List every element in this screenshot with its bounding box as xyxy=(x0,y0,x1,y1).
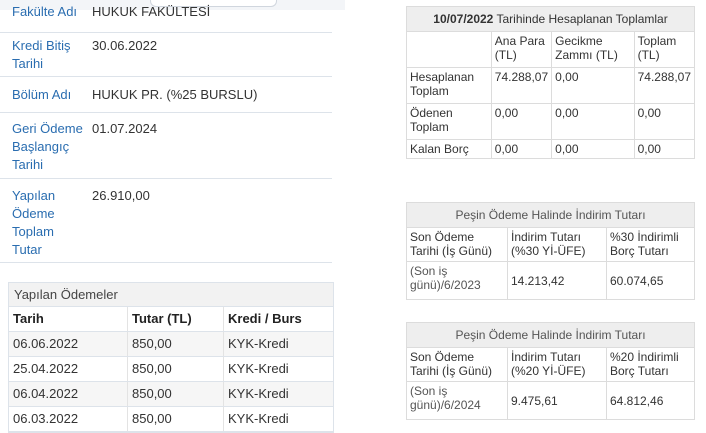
cell-total: 74.288,07 xyxy=(634,68,694,104)
payments-title: Yapılan Ödemeler xyxy=(9,283,333,307)
faculty-value: HUKUK FAKÜLTESİ xyxy=(92,4,211,19)
cell-amount: 850,00 xyxy=(128,407,224,431)
department-label: Bölüm Adı xyxy=(12,87,72,102)
cell-principal: 74.288,07 xyxy=(491,68,551,104)
paid-total-label-1: Yapılan xyxy=(12,188,56,203)
cell-date: 06.06.2022 xyxy=(9,332,128,356)
row-label: Ödenen Toplam xyxy=(407,104,492,140)
discount-30-title: Peşin Ödeme Halinde İndirim Tutarı xyxy=(407,203,695,228)
info-row-repay-start xyxy=(0,112,332,179)
table-row xyxy=(407,262,695,300)
header-discount: İndirim Tutarı (%30 Yİ-ÜFE) xyxy=(508,228,607,262)
credit-end-value: 30.06.2022 xyxy=(92,38,158,53)
payments-rows xyxy=(9,332,333,432)
cell-late-fee: 0,00 xyxy=(552,68,634,104)
header-due-date: Son Ödeme Tarihi (İş Günü) xyxy=(407,228,508,262)
header-discounted-debt: %30 İndirimli Borç Tutarı xyxy=(607,228,695,262)
totals-table xyxy=(406,6,695,159)
info-row-credit-end xyxy=(0,32,332,77)
table-row xyxy=(9,407,333,432)
cell-total: 0,00 xyxy=(634,104,694,140)
discount-30-table xyxy=(406,202,695,300)
cell-principal: 0,00 xyxy=(491,104,551,140)
totals-title xyxy=(407,7,695,32)
header-due-date: Son Ödeme Tarihi (İş Günü) xyxy=(407,348,508,382)
table-row xyxy=(407,140,695,159)
payments-table xyxy=(8,282,334,433)
cell-discounted-debt: 60.074,65 xyxy=(607,262,695,300)
header-discount: İndirim Tutarı (%20 Yİ-ÜFE) xyxy=(508,348,607,382)
header-late-fee: Gecikme Zammı (TL) xyxy=(552,32,634,68)
row-label: Hesaplanan Toplam xyxy=(407,68,492,104)
cell-discount: 9.475,61 xyxy=(508,382,607,420)
cell-total: 0,00 xyxy=(634,140,694,159)
cell-type: KYK-Kredi xyxy=(228,411,289,426)
header-total: Toplam (TL) xyxy=(634,32,694,68)
table-row xyxy=(9,382,333,407)
cell-date: 06.04.2022 xyxy=(9,382,128,406)
cell-amount: 850,00 xyxy=(128,357,224,381)
table-row xyxy=(9,357,333,382)
cell-type: KYK-Kredi xyxy=(228,386,289,401)
cell-type: KYK-Kredi xyxy=(228,361,289,376)
cell-late-fee: 0,00 xyxy=(552,104,634,140)
faculty-label: Fakülte Adı xyxy=(12,4,78,19)
cell-late-fee: 0,00 xyxy=(552,140,634,159)
totals-corner-cell xyxy=(407,32,492,68)
cell-discounted-debt: 64.812,46 xyxy=(607,382,695,420)
cell-due-date: (Son iş günü)/6/2023 xyxy=(407,262,508,300)
header-discounted-debt: %20 İndirimli Borç Tutarı xyxy=(607,348,695,382)
discount-20-table xyxy=(406,322,695,420)
totals-title-text: Tarihinde Hesaplanan Toplamlar xyxy=(493,12,668,26)
paid-total-label-4: Tutar xyxy=(12,242,42,257)
credit-end-label-1: Kredi Bitiş xyxy=(12,38,71,53)
payments-header-row xyxy=(9,307,333,332)
paid-total-value: 26.910,00 xyxy=(92,188,150,203)
header-type: Kredi / Burs xyxy=(228,311,302,326)
cell-principal: 0,00 xyxy=(491,140,551,159)
header-principal: Ana Para (TL) xyxy=(491,32,551,68)
table-row xyxy=(407,104,695,140)
totals-title-date: 10/07/2022 xyxy=(433,12,494,26)
header-date: Tarih xyxy=(9,307,128,331)
table-row xyxy=(407,382,695,420)
repay-start-value: 01.07.2024 xyxy=(92,121,158,136)
paid-total-label-2: Ödeme xyxy=(12,206,55,221)
repay-start-label-3: Tarihi xyxy=(12,157,44,172)
table-row xyxy=(407,68,695,104)
cell-discount: 14.213,42 xyxy=(508,262,607,300)
row-label: Kalan Borç xyxy=(407,140,492,159)
paid-total-label-3: Toplam xyxy=(12,224,54,239)
discount-20-title: Peşin Ödeme Halinde İndirim Tutarı xyxy=(407,323,695,348)
cell-type: KYK-Kredi xyxy=(228,336,289,351)
department-value: HUKUK PR. (%25 BURSLU) xyxy=(92,87,258,102)
info-row-paid-total xyxy=(0,178,332,263)
cell-date: 25.04.2022 xyxy=(9,357,128,381)
repay-start-label-1: Geri Ödeme xyxy=(12,121,83,136)
info-row-faculty xyxy=(0,0,332,33)
credit-end-label-2: Tarihi xyxy=(12,56,44,71)
cell-date: 06.03.2022 xyxy=(9,407,128,431)
info-row-department xyxy=(0,76,332,113)
cell-due-date: (Son iş günü)/6/2024 xyxy=(407,382,508,420)
repay-start-label-2: Başlangıç xyxy=(12,139,70,154)
cell-amount: 850,00 xyxy=(128,332,224,356)
cell-amount: 850,00 xyxy=(128,382,224,406)
table-row xyxy=(9,332,333,357)
header-amount: Tutar (TL) xyxy=(128,307,224,331)
